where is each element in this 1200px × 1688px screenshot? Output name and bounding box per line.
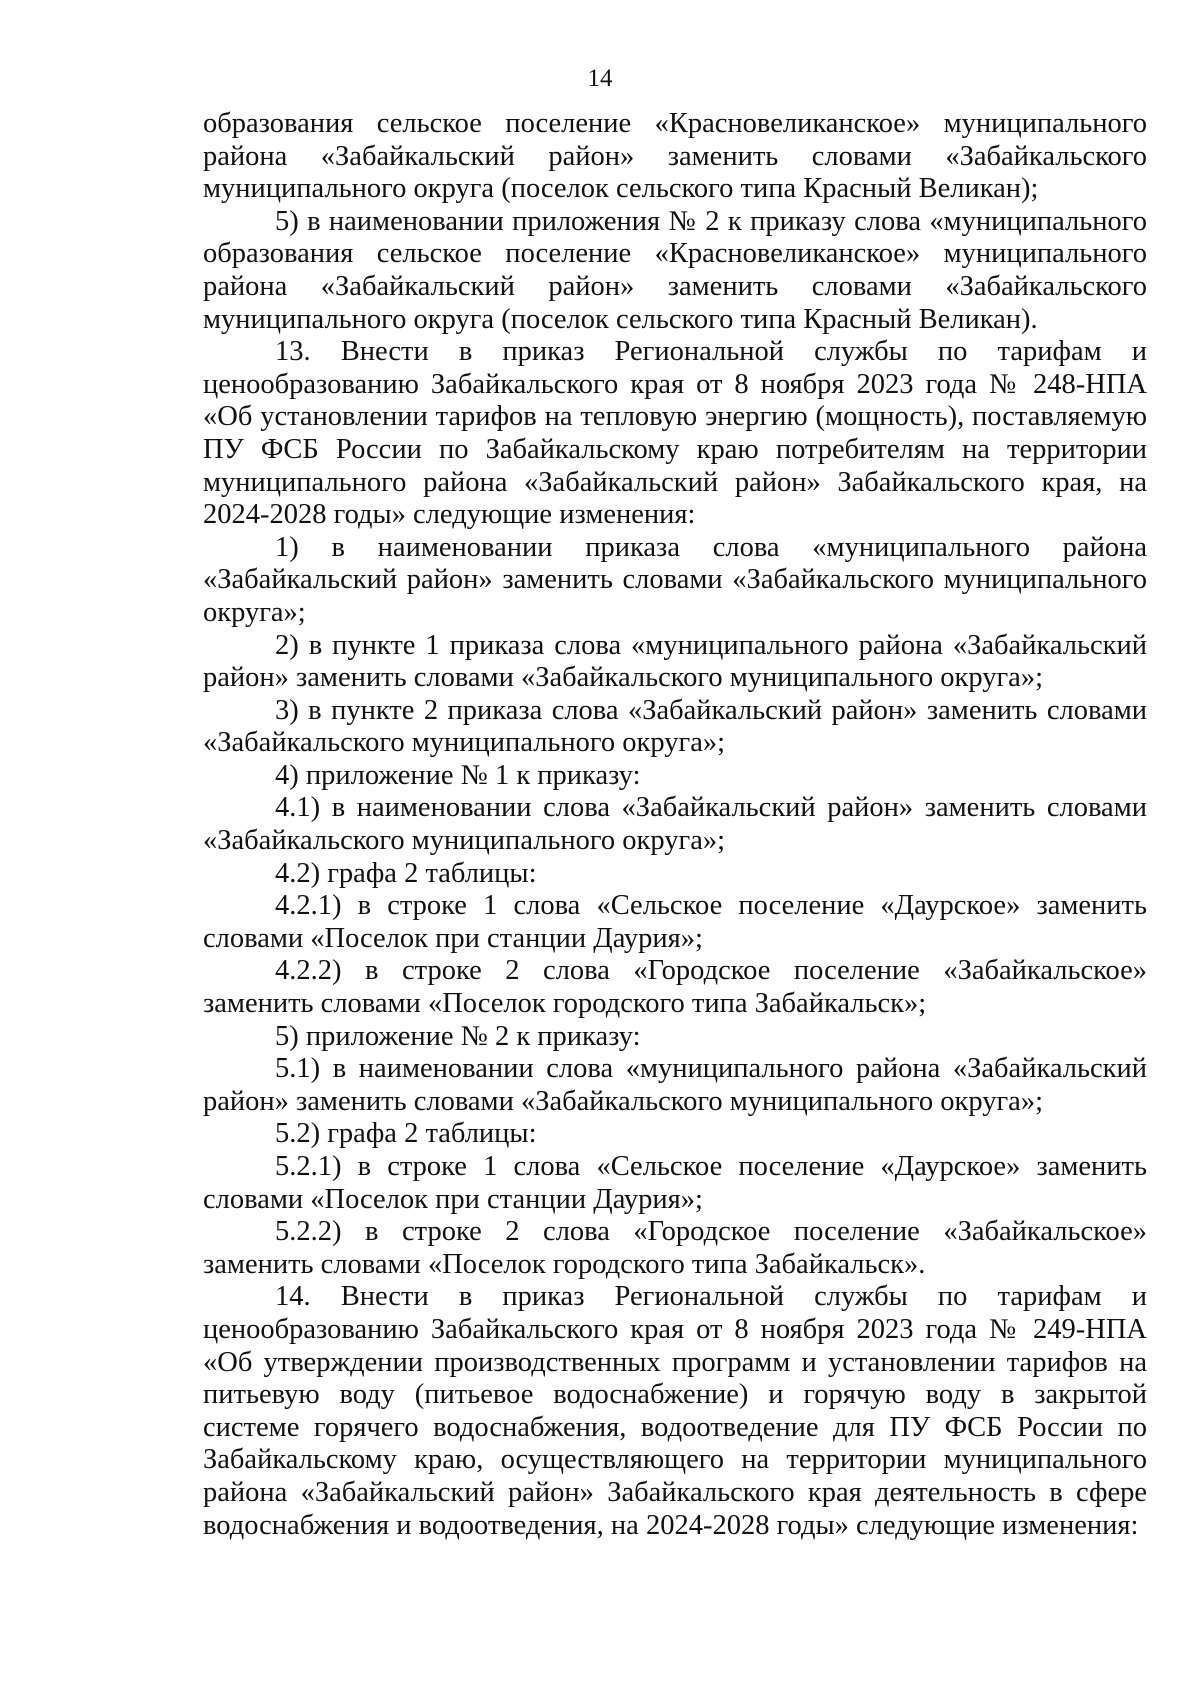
paragraph-item-13-5-2-2: 5.2.2) в строке 2 слова «Городское поселение «Забайкальское» заменить словами «Поселок городского типа Забайкальск». <box>203 1216 1147 1280</box>
document-body <box>203 108 1147 1542</box>
paragraph-item-5: 5) в наименовании приложения № 2 к приказу слова «муниципального образования сельское поселение «Красновеликанское» муниципального района «Забайкальский район» заменить словами «Забайкальского муниципального округа (поселок сельского типа Красный Великан). <box>203 205 1147 335</box>
page-number: 14 <box>587 65 613 92</box>
paragraph-item-13-5-1: 5.1) в наименовании слова «муниципального района «Забайкальский район» заменить словами «Забайкальского муниципального округа»; <box>203 1053 1147 1117</box>
paragraph-item-13-4-2-2: 4.2.2) в строке 2 слова «Городское поселение «Забайкальское» заменить словами «Поселок городского типа Забайкальск»; <box>203 955 1147 1020</box>
paragraph-item-13-4-1: 4.1) в наименовании слова «Забайкальский район» заменить словами «Забайкальского муниципального округа»; <box>203 792 1147 857</box>
paragraph-item-13-5: 5) приложение № 2 к приказу: <box>275 1020 641 1052</box>
paragraph-item-13-3: 3) в пункте 2 приказа слова «Забайкальский район» заменить словами «Забайкальского муниципального округа»; <box>203 694 1147 759</box>
paragraph-item-13-4-2: 4.2) графа 2 таблицы: <box>275 857 537 889</box>
paragraph-item-13-1: 1) в наименовании приказа слова «муниципального района «Забайкальский район» заменить словами «Забайкальского муниципального округа»; <box>203 531 1147 628</box>
paragraph-section-13: 13. Внести в приказ Региональной службы по тарифам и ценообразованию Забайкальского края от 8 ноября 2023 года № 248-НПА «Об установлении тарифов на тепловую энергию (мощность), поставляемую ПУ ФСБ России по Забайкальскому краю потребителям на территории муниципального района «Забайкальский район» Забайкальского края, на 2024-2028 годы» следующие изменения: <box>203 336 1147 531</box>
paragraph-section-14: 14. Внести в приказ Региональной службы по тарифам и ценообразованию Забайкальского края от 8 ноября 2023 года № 249-НПА «Об утверждении производственных программ и установлении тарифов на питьевую воду (питьевое водоснабжение) и горячую воду в закрытой системе горячего водоснабжения, водоотведение для ПУ ФСБ России по Забайкальскому краю, осуществляющего на территории муниципального района «Забайкальский район» Забайкальского края деятельность в сфере водоснабжения и водоотведения, на 2024-2028 годы» следующие изменения: <box>203 1281 1147 1541</box>
paragraph-item-13-4: 4) приложение № 1 к приказу: <box>275 759 641 791</box>
paragraph-item-13-5-2: 5.2) графа 2 таблицы: <box>275 1118 537 1150</box>
paragraph-item-13-5-2-1: 5.2.1) в строке 1 слова «Сельское поселение «Даурское» заменить словами «Поселок при станции Даурия»; <box>203 1151 1147 1215</box>
paragraph-item-13-4-2-1: 4.2.1) в строке 1 слова «Сельское поселение «Даурское» заменить словами «Поселок при станции Даурия»; <box>203 890 1147 954</box>
paragraph-item-13-2: 2) в пункте 1 приказа слова «муниципального района «Забайкальский район» заменить словами «Забайкальского муниципального округа»; <box>203 629 1147 694</box>
paragraph-continuation: образования сельское поселение «Красновеликанское» муниципального района «Забайкальский район» заменить словами «Забайкальского муниципального округа (поселок сельского типа Красный Великан); <box>203 108 1147 205</box>
